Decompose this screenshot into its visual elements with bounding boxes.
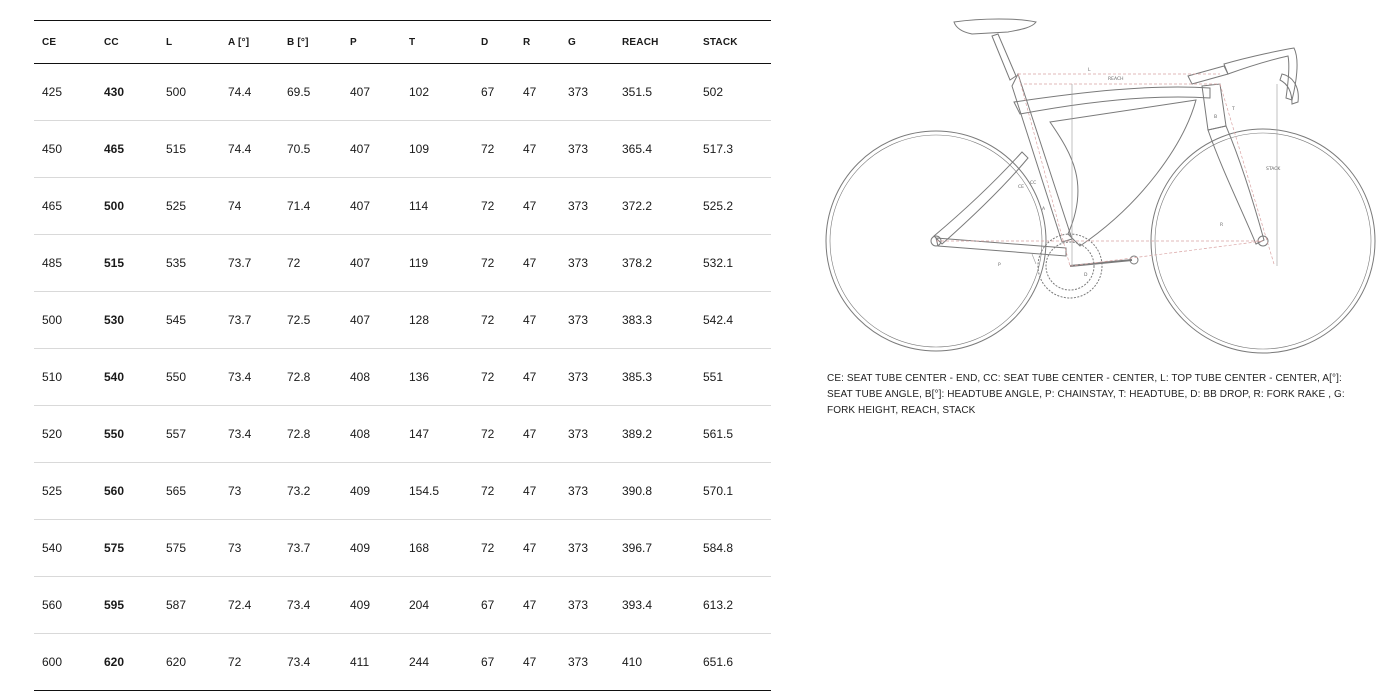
- table-cell: 47: [515, 292, 560, 349]
- table-cell: 365.4: [614, 121, 695, 178]
- saddle: [954, 19, 1036, 34]
- table-cell: 47: [515, 121, 560, 178]
- table-cell: 154.5: [401, 463, 473, 520]
- table-cell: 47: [515, 406, 560, 463]
- table-cell: 409: [342, 577, 401, 634]
- table-cell: 73: [220, 463, 279, 520]
- table-cell: 73.2: [279, 463, 342, 520]
- table-cell: 407: [342, 178, 401, 235]
- table-cell: 532.1: [695, 235, 771, 292]
- table-cell: 485: [34, 235, 96, 292]
- table-cell: 47: [515, 64, 560, 121]
- table-cell: 373: [560, 121, 614, 178]
- table-cell: 372.2: [614, 178, 695, 235]
- diagram-label-stack: STACK: [1266, 167, 1281, 172]
- table-cell: 651.6: [695, 634, 771, 691]
- table-cell: 620: [96, 634, 158, 691]
- table-cell: 500: [158, 64, 220, 121]
- table-cell: 72: [220, 634, 279, 691]
- table-cell: 72: [473, 463, 515, 520]
- table-cell: 72: [473, 406, 515, 463]
- table-cell: 540: [96, 349, 158, 406]
- table-cell: 409: [342, 520, 401, 577]
- table-cell: 535: [158, 235, 220, 292]
- seatstay: [934, 152, 1028, 244]
- table-cell: 396.7: [614, 520, 695, 577]
- diagram-label-cc: CC: [1030, 181, 1037, 186]
- table-cell: 72: [279, 235, 342, 292]
- column-header-p: P: [342, 21, 401, 64]
- diagram-label-p: P: [998, 263, 1001, 268]
- table-cell: 74.4: [220, 64, 279, 121]
- table-cell: 500: [34, 292, 96, 349]
- table-cell: 408: [342, 406, 401, 463]
- table-cell: 73.7: [220, 235, 279, 292]
- table-cell: 450: [34, 121, 96, 178]
- column-header-b: B [°]: [279, 21, 342, 64]
- table-cell: 109: [401, 121, 473, 178]
- table-cell: 72.8: [279, 349, 342, 406]
- bike-geometry-diagram: [822, 14, 1380, 359]
- table-row: [34, 577, 771, 634]
- table-cell: 408: [342, 349, 401, 406]
- table-row: [34, 520, 771, 577]
- column-header-ce: CE: [34, 21, 96, 64]
- column-header-g: G: [560, 21, 614, 64]
- table-cell: 525: [158, 178, 220, 235]
- table-cell: 373: [560, 235, 614, 292]
- diagram-label-d: D: [1084, 273, 1088, 278]
- table-cell: 72.5: [279, 292, 342, 349]
- table-cell: 510: [34, 349, 96, 406]
- table-cell: 565: [158, 463, 220, 520]
- table-cell: 74.4: [220, 121, 279, 178]
- table-cell: 72.8: [279, 406, 342, 463]
- table-cell: 244: [401, 634, 473, 691]
- table-cell: 72: [473, 178, 515, 235]
- table-cell: 545: [158, 292, 220, 349]
- table-cell: 373: [560, 349, 614, 406]
- geometry-legend: CE: SEAT TUBE CENTER - END, CC: SEAT TUBE CENTER - CENTER, L: TOP TUBE CENTER - CENTER, A[°]: SEAT TUBE ANGLE, B[°]: HEADTUBE ANGLE, P: CHAINSTAY, T: HEADTUBE, D: BB DROP, R: FORK RAKE , G: FORK HEIGHT, REACH, STACK: [827, 373, 1345, 416]
- table-cell: 561.5: [695, 406, 771, 463]
- crank-arm: [1070, 260, 1132, 266]
- table-cell: 525: [34, 463, 96, 520]
- table-cell: 351.5: [614, 64, 695, 121]
- table-cell: 73.4: [220, 349, 279, 406]
- table-cell: 373: [560, 178, 614, 235]
- table-cell: 525.2: [695, 178, 771, 235]
- table-cell: 557: [158, 406, 220, 463]
- table-cell: 410: [614, 634, 695, 691]
- table-cell: 71.4: [279, 178, 342, 235]
- table-cell: 47: [515, 463, 560, 520]
- column-header-d: D: [473, 21, 515, 64]
- column-header-reach: REACH: [614, 21, 695, 64]
- table-cell: 587: [158, 577, 220, 634]
- table-cell: 393.4: [614, 577, 695, 634]
- table-cell: 613.2: [695, 577, 771, 634]
- table-cell: 72: [473, 121, 515, 178]
- table-cell: 407: [342, 292, 401, 349]
- diagram-label-ce: CE: [1018, 185, 1024, 190]
- table-cell: 542.4: [695, 292, 771, 349]
- table-cell: 70.5: [279, 121, 342, 178]
- geometry-table: [34, 20, 771, 691]
- table-row: [34, 121, 771, 178]
- table-cell: 600: [34, 634, 96, 691]
- table-cell: 69.5: [279, 64, 342, 121]
- table-cell: 73.7: [279, 520, 342, 577]
- diagram-label-r: R: [1220, 223, 1224, 228]
- table-cell: 383.3: [614, 292, 695, 349]
- table-cell: 517.3: [695, 121, 771, 178]
- column-header-l: L: [158, 21, 220, 64]
- table-cell: 47: [515, 520, 560, 577]
- table-cell: 73.4: [279, 577, 342, 634]
- table-cell: 373: [560, 463, 614, 520]
- table-cell: 540: [34, 520, 96, 577]
- table-cell: 502: [695, 64, 771, 121]
- column-header-t: T: [401, 21, 473, 64]
- table-cell: 72: [473, 349, 515, 406]
- seat-tube: [1012, 74, 1072, 242]
- table-cell: 575: [96, 520, 158, 577]
- table-cell: 73.7: [220, 292, 279, 349]
- table-cell: 407: [342, 64, 401, 121]
- seatpost: [992, 34, 1016, 80]
- table-cell: 575: [158, 520, 220, 577]
- table-cell: 72.4: [220, 577, 279, 634]
- diagram-label-a: A: [1042, 207, 1046, 212]
- table-cell: 47: [515, 577, 560, 634]
- table-body: [34, 64, 771, 691]
- table-cell: 407: [342, 121, 401, 178]
- table-cell: 378.2: [614, 235, 695, 292]
- table-cell: 411: [342, 634, 401, 691]
- stem: [1188, 66, 1228, 84]
- column-header-cc: CC: [96, 21, 158, 64]
- table-cell: 74: [220, 178, 279, 235]
- table-cell: 407: [342, 235, 401, 292]
- table-cell: 72: [473, 520, 515, 577]
- table-cell: 465: [96, 121, 158, 178]
- table-cell: 204: [401, 577, 473, 634]
- table-cell: 47: [515, 178, 560, 235]
- table-cell: 409: [342, 463, 401, 520]
- diagram-label-t: T: [1232, 107, 1235, 112]
- table-row: [34, 235, 771, 292]
- table-cell: 73: [220, 520, 279, 577]
- table-cell: 430: [96, 64, 158, 121]
- table-cell: 584.8: [695, 520, 771, 577]
- table-cell: 47: [515, 634, 560, 691]
- table-cell: 102: [401, 64, 473, 121]
- table-cell: 373: [560, 634, 614, 691]
- table-cell: 620: [158, 634, 220, 691]
- table-cell: 390.8: [614, 463, 695, 520]
- table-cell: 520: [34, 406, 96, 463]
- table-cell: 67: [473, 634, 515, 691]
- table-cell: 373: [560, 64, 614, 121]
- table-cell: 560: [34, 577, 96, 634]
- top-tube: [1014, 87, 1210, 114]
- table-row: [34, 349, 771, 406]
- table-cell: 550: [158, 349, 220, 406]
- table-cell: 465: [34, 178, 96, 235]
- table-row: [34, 406, 771, 463]
- table-cell: 47: [515, 349, 560, 406]
- table-cell: 73.4: [279, 634, 342, 691]
- table-row: [34, 178, 771, 235]
- table-cell: 128: [401, 292, 473, 349]
- table-header-row: [34, 21, 771, 64]
- table-row: [34, 64, 771, 121]
- table-cell: 373: [560, 292, 614, 349]
- column-header-r: R: [515, 21, 560, 64]
- column-header-a: A [°]: [220, 21, 279, 64]
- table-cell: 551: [695, 349, 771, 406]
- table-cell: 168: [401, 520, 473, 577]
- table-cell: 500: [96, 178, 158, 235]
- table-cell: 373: [560, 406, 614, 463]
- table-cell: 385.3: [614, 349, 695, 406]
- table-row: [34, 463, 771, 520]
- table-cell: 515: [96, 235, 158, 292]
- table-cell: 389.2: [614, 406, 695, 463]
- diagram-label-l: L: [1088, 68, 1091, 73]
- diagram-label-b: B: [1214, 115, 1218, 120]
- table-cell: 550: [96, 406, 158, 463]
- table-cell: 72: [473, 235, 515, 292]
- handlebar: [1224, 48, 1297, 100]
- diagram-label-reach: REACH: [1108, 77, 1124, 82]
- table-cell: 560: [96, 463, 158, 520]
- table-cell: 119: [401, 235, 473, 292]
- table-cell: 136: [401, 349, 473, 406]
- table-cell: 147: [401, 406, 473, 463]
- table-cell: 515: [158, 121, 220, 178]
- table-cell: 595: [96, 577, 158, 634]
- table-cell: 67: [473, 64, 515, 121]
- table-cell: 73.4: [220, 406, 279, 463]
- table-row: [34, 634, 771, 691]
- table-cell: 47: [515, 235, 560, 292]
- column-header-stack: STACK: [695, 21, 771, 64]
- table-cell: 72: [473, 292, 515, 349]
- table-cell: 425: [34, 64, 96, 121]
- table-cell: 373: [560, 520, 614, 577]
- table-cell: 373: [560, 577, 614, 634]
- table-cell: 67: [473, 577, 515, 634]
- table-cell: 530: [96, 292, 158, 349]
- table-row: [34, 292, 771, 349]
- table-cell: 570.1: [695, 463, 771, 520]
- table-cell: 114: [401, 178, 473, 235]
